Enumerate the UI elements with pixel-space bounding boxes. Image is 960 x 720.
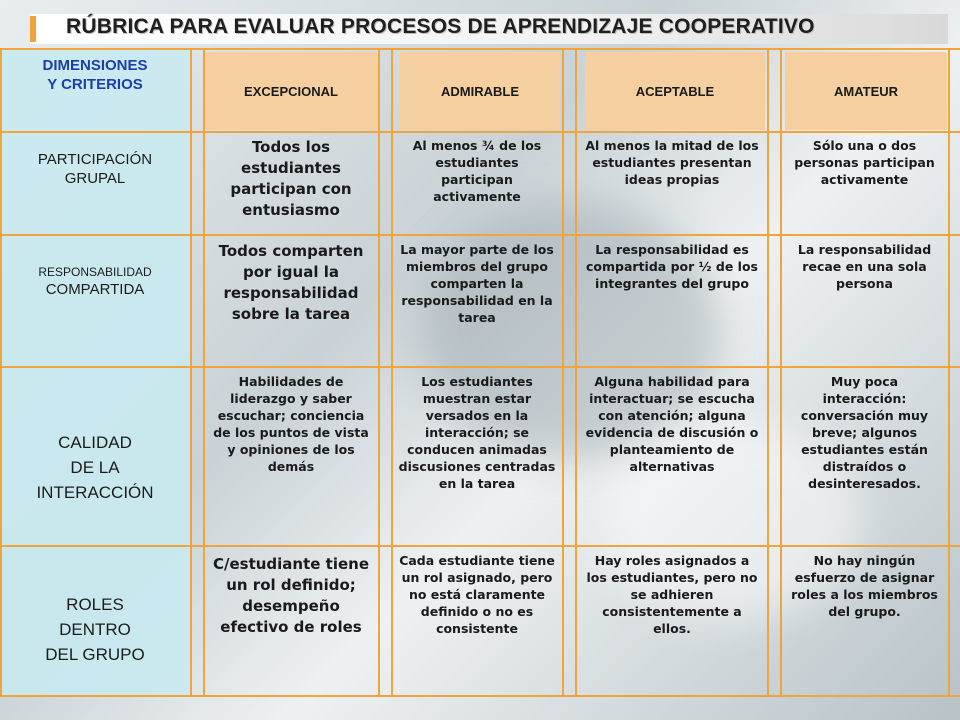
level-header-admirable: ADMIRABLE (400, 52, 560, 130)
cell-participation-amateur: Sólo una o dos personas participan activamente (794, 138, 935, 187)
grid-line (0, 48, 960, 50)
row-label-line: CALIDAD (58, 433, 132, 452)
dimensions-header-line: DIMENSIONES (42, 57, 148, 74)
row-label-participation (0, 150, 190, 188)
row-label-line: DEL GRUPO (45, 645, 145, 664)
row-label-line: COMPARTIDA (45, 281, 145, 298)
row-label-roles (0, 592, 190, 667)
cell-interaction-amateur: Muy poca interacción: conversación muy breve; algunos estudiantes están distraídos o desinteresados. (800, 374, 929, 491)
row-label-line: RESPONSABILIDAD (38, 265, 152, 279)
grid-line (203, 48, 205, 697)
row-label-line: PARTICIPACIÓN (37, 151, 153, 168)
grid-line (0, 695, 960, 697)
grid-line (562, 48, 564, 697)
grid-line (575, 48, 577, 697)
level-header-amateur: AMATEUR (785, 52, 947, 130)
row-label-line: DENTRO (59, 620, 131, 639)
row-label-responsibility (0, 263, 190, 299)
row-label-interaction (0, 430, 190, 505)
cell-participation-admirable: Al menos ¾ de los estudiantes participan activamente (412, 138, 542, 204)
cell-roles-admirable: Cada estudiante tiene un rol asignado, pero no está claramente definido o no es consistente (399, 553, 555, 636)
cell-responsibility-acceptable: La responsabilidad es compartida por ½ de los integrantes del grupo (586, 242, 758, 291)
grid-line (190, 48, 192, 697)
row-label-line: DE LA (70, 458, 120, 477)
cell-participation-acceptable: Al menos la mitad de los estudiantes presentan ideas propias (585, 138, 759, 187)
cell-responsibility-admirable: La mayor parte de los miembros del grupo comparten la responsabilidad en la tarea (400, 242, 554, 325)
cell-responsibility-exceptional: Todos comparten por igual la responsabilidad sobre la tarea (218, 242, 364, 323)
grid-line (0, 366, 960, 368)
grid-line (780, 48, 782, 697)
cell-responsibility-amateur: La responsabilidad recae en una sola persona (797, 242, 932, 291)
cell-interaction-acceptable: Alguna habilidad para interactuar; se escucha con atención; alguna evidencia de discusión o planteamiento de alternativas (585, 374, 759, 474)
cell-interaction-exceptional: Habilidades de liderazgo y saber escuchar; conciencia de los puntos de vista y opiniones de los demás (213, 374, 369, 474)
page-title: RÚBRICA PARA EVALUAR PROCESOS DE APRENDIZAJE COOPERATIVO (66, 15, 815, 38)
cell-roles-acceptable: Hay roles asignados a los estudiantes, pero no se adhieren consistentemente a ellos. (586, 553, 758, 636)
grid-line (767, 48, 769, 697)
grid-line (0, 234, 960, 236)
row-label-line: INTERACCIÓN (36, 483, 154, 502)
row-label-line: GRUPAL (64, 170, 126, 187)
dimensions-header-line: Y CRITERIOS (47, 76, 143, 93)
grid-line (378, 48, 380, 697)
cell-participation-exceptional: Todos los estudiantes participan con entusiasmo (230, 138, 352, 219)
cell-interaction-admirable: Los estudiantes muestran estar versados en la interacción; se conducen animadas discusiones centradas en la tarea (398, 374, 556, 491)
grid-line (0, 131, 960, 133)
cell-roles-amateur: No hay ningún esfuerzo de asignar roles a los miembros del grupo. (791, 553, 938, 619)
level-header-acceptable: ACEPTABLE (585, 52, 765, 130)
cell-roles-exceptional: C/estudiante tiene un rol definido; desempeño efectivo de roles (212, 555, 370, 636)
grid-line (391, 48, 393, 697)
level-header-exceptional: EXCEPCIONAL (205, 52, 377, 130)
grid-line (0, 545, 960, 547)
grid-line (948, 48, 950, 697)
row-label-line: ROLES (66, 595, 124, 614)
